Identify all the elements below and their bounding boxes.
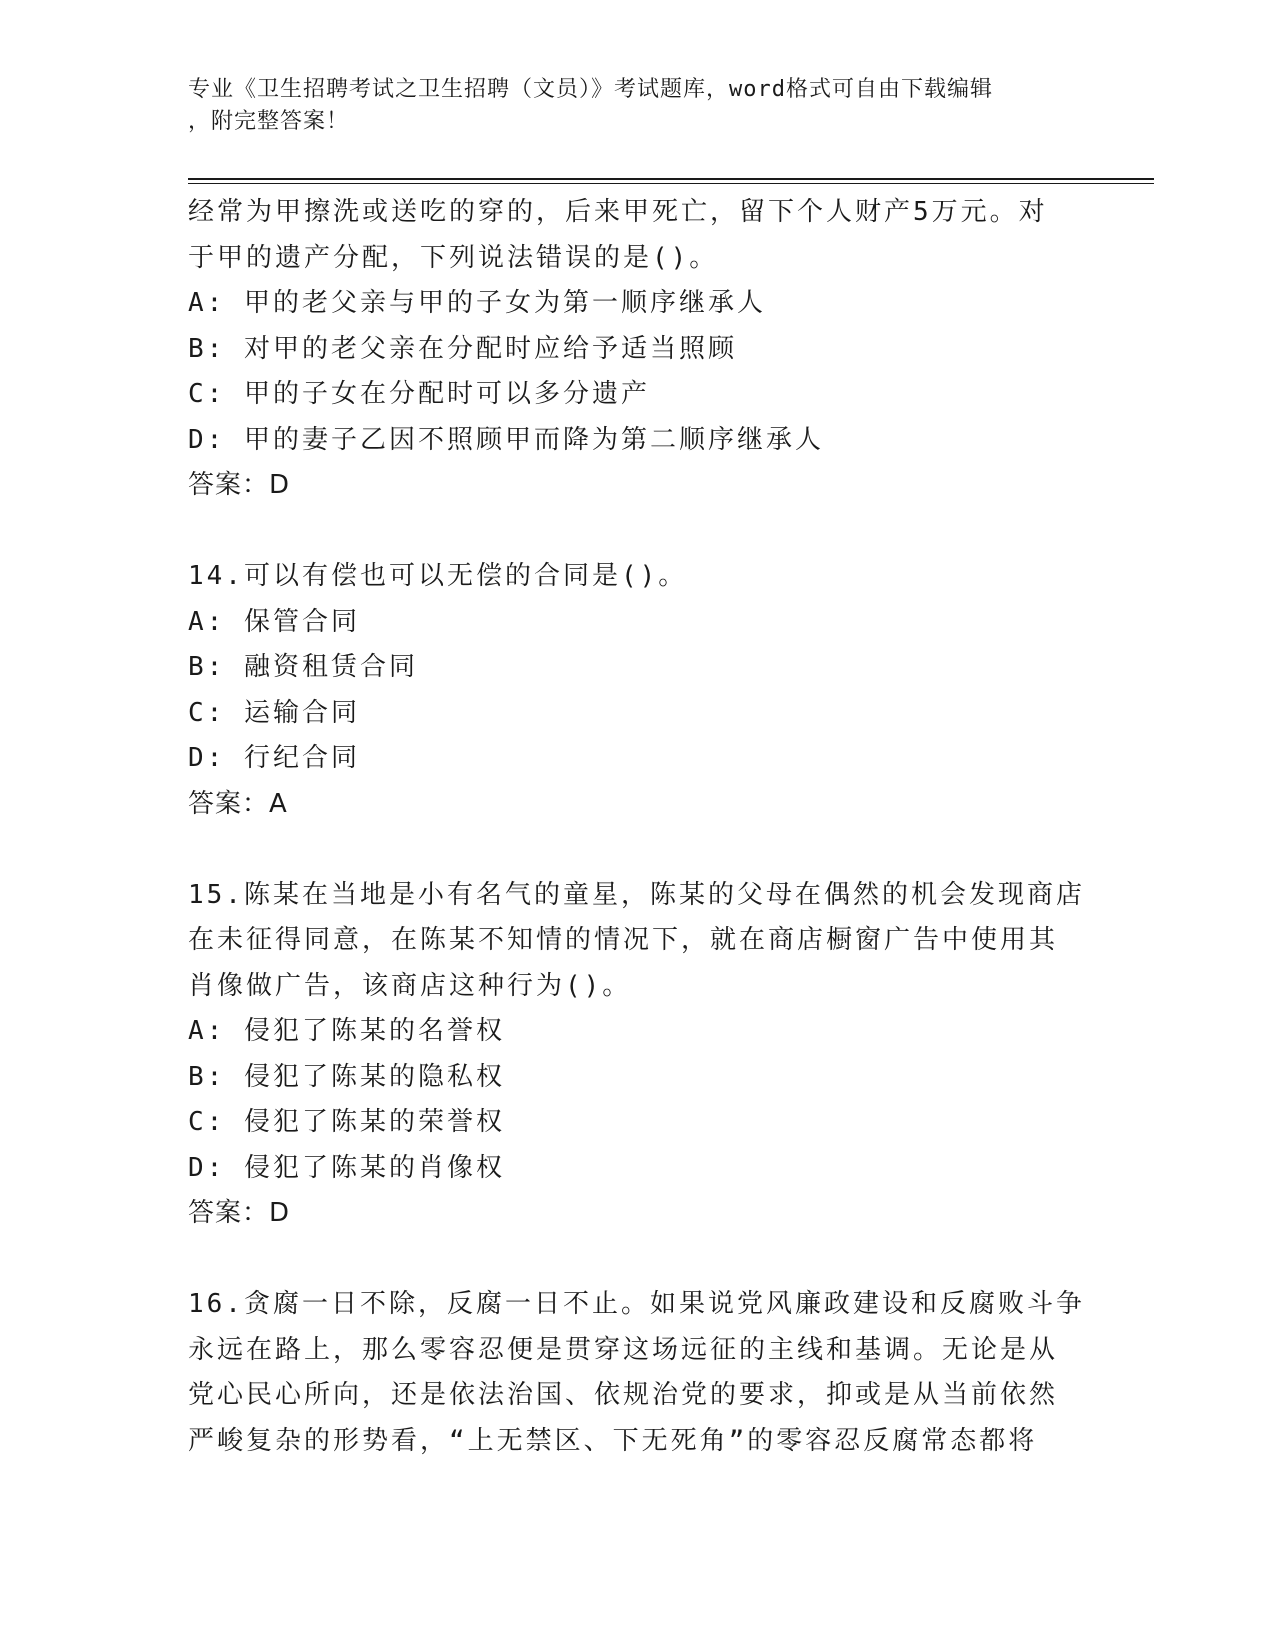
option-d: D: 侵犯了陈某的肖像权 <box>188 1152 505 1183</box>
answer-line: 答案：A <box>188 788 288 819</box>
question-content <box>188 190 1088 1464</box>
question-spacer <box>188 827 1088 873</box>
question-stem-line: 肖像做广告，该商店这种行为()。 <box>188 970 632 1001</box>
header-line-2: ，附完整答案！ <box>188 109 350 134</box>
option-a: A: 侵犯了陈某的名誉权 <box>188 1016 505 1046</box>
question-stem-line: 党心民心所向，还是依法治国、依规治党的要求，抑或是从当前依然 <box>188 1380 1059 1410</box>
question-stem-line: 永远在路上，那么零容忍便是贯穿这场远征的主线和基调。无论是从 <box>188 1334 1059 1365</box>
question-16 <box>188 1282 1088 1464</box>
option-c: C: 运输合同 <box>188 697 360 728</box>
question-stem-line: 严峻复杂的形势看，“上无禁区、下无死角”的零容忍反腐常态都将 <box>188 1425 1038 1456</box>
question-stem-line: 在未征得同意，在陈某不知情的情况下，就在商店橱窗广告中使用其 <box>188 925 1059 955</box>
option-a: A: 保管合同 <box>188 606 360 637</box>
document-header <box>188 74 1068 138</box>
question-14 <box>188 554 1088 827</box>
option-d: D: 行纪合同 <box>188 743 360 773</box>
option-b: B: 侵犯了陈某的隐私权 <box>188 1061 505 1092</box>
question-stem-line: 经常为甲擦洗或送吃的穿的，后来甲死亡，留下个人财产5万元。对 <box>188 197 1048 227</box>
option-c: C: 侵犯了陈某的荣誉权 <box>188 1107 505 1137</box>
header-line-1: 专业《卫生招聘考试之卫生招聘（文员）》考试题库，word格式可自由下载编辑 <box>188 77 993 102</box>
question-15 <box>188 873 1088 1237</box>
option-b: B: 对甲的老父亲在分配时应给予适当照顾 <box>188 333 737 364</box>
answer-line: 答案：D <box>188 1198 291 1228</box>
question-spacer <box>188 509 1088 555</box>
question-stem-line: 于甲的遗产分配，下列说法错误的是()。 <box>188 242 719 273</box>
option-b: B: 融资租赁合同 <box>188 652 418 682</box>
question-13 <box>188 190 1088 509</box>
header-divider-thin <box>188 183 1154 184</box>
option-a: A: 甲的老父亲与甲的子女为第一顺序继承人 <box>188 288 766 318</box>
question-spacer <box>188 1237 1088 1283</box>
question-stem-line: 15.陈某在当地是小有名气的童星，陈某的父母在偶然的机会发现商店 <box>188 879 1085 910</box>
question-stem-line: 14.可以有偿也可以无偿的合同是()。 <box>188 561 688 591</box>
header-divider-thick <box>188 178 1154 180</box>
question-stem-line: 16.贪腐一日不除，反腐一日不止。如果说党风廉政建设和反腐败斗争 <box>188 1289 1085 1319</box>
answer-line: 答案：D <box>188 470 291 500</box>
option-d: D: 甲的妻子乙因不照顾甲而降为第二顺序继承人 <box>188 424 824 455</box>
option-c: C: 甲的子女在分配时可以多分遗产 <box>188 379 650 409</box>
